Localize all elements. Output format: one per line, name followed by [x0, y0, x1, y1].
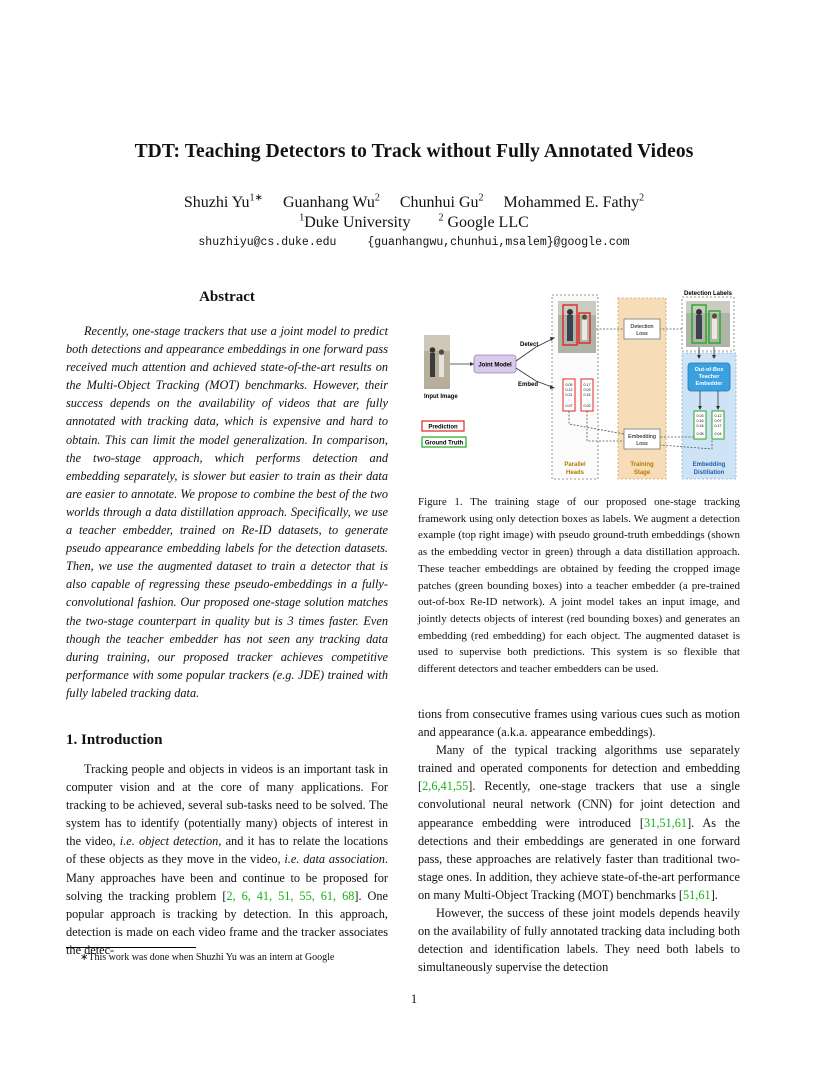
svg-text:Embedder: Embedder: [695, 381, 723, 387]
citation[interactable]: 51,61: [683, 887, 711, 902]
svg-text:Out-of-Box: Out-of-Box: [694, 367, 724, 373]
right-column-body: [418, 705, 740, 976]
footnote-rule: [66, 947, 196, 948]
email-list: [0, 236, 828, 249]
svg-text:Embed: Embed: [518, 382, 539, 388]
svg-text:Embedding: Embedding: [692, 462, 726, 468]
svg-text:0.18: 0.18: [696, 424, 704, 428]
ground-truth-embedding-1: [694, 411, 706, 439]
svg-text:0.17: 0.17: [583, 383, 591, 387]
citation[interactable]: 31,51,61: [644, 815, 688, 830]
svg-text:0.12: 0.12: [714, 414, 722, 418]
svg-text:Distillation: Distillation: [693, 470, 725, 476]
detect-image: [558, 301, 596, 353]
paragraph-however: However, the success of these joint models depends heavily on the availability of fully annotated tracking data including both detection and identification labels. They need both labels to simultaneously supervise the detection: [418, 906, 740, 975]
author-3: Chunhui Gu$^2$: [399, 193, 484, 212]
svg-text:Parallel: Parallel: [564, 462, 586, 468]
citation[interactable]: 2,6,41,55: [422, 779, 469, 794]
svg-text:Stage: Stage: [633, 470, 651, 476]
prediction-embedding-2: [581, 379, 593, 411]
svg-text:Embedding: Embedding: [628, 434, 656, 440]
paper-title: TDT: Teaching Detectors to Track without Fully Annotated Videos: [134, 141, 694, 162]
detection-labels-image: [686, 301, 730, 347]
svg-text:Ground Truth: Ground Truth: [424, 440, 464, 447]
affiliation-1: $^1$Duke University: [299, 213, 411, 232]
svg-text:0.07: 0.07: [565, 404, 573, 408]
svg-text:Detect: Detect: [520, 342, 539, 348]
figure-caption: Figure 1. The training stage of our proposed one-stage tracking framework using only detection boxes as labels. We augment a detection example (top right image) with pseudo ground-truth embeddings (shown as the embedding vector in green) through a data distillation approach. These teacher embeddings are obtained by feeding the cropped image patches (green bounding boxes) into a teacher embedder (a pre-trained out-of-box Re-ID network). A joint model takes an input image, and jointly detects objects of interest (red bounding boxes) and generates an embedding (red embedding) for each object. The augmented dataset is used to supervise both predictions. This system is so flexible that different detectors and teacher embedders can be used.: [418, 496, 740, 676]
svg-text:0.05: 0.05: [565, 383, 573, 387]
prediction-embedding-1: [563, 379, 575, 411]
svg-text:0.21: 0.21: [565, 393, 573, 397]
svg-text:Loss: Loss: [636, 331, 648, 337]
svg-text:Input Image: Input Image: [424, 394, 458, 400]
abstract-heading: Abstract: [199, 289, 255, 305]
intro-heading: 1. Introduction: [66, 732, 163, 748]
author-1: Shuzhi $Yu^{1∗}$: [183, 193, 263, 212]
page-number: 1: [410, 992, 418, 1006]
paragraph-joint-trackers: Many of the typical tracking algorithms use separately trained and operated components for detection and embedding [2,6,41,55]. Recently, one-stage trackers that use a single convolutional neural network (CNN) for joint detection and appearance embedding were introduced [31,51,61]. As the detections and their embeddings are generated in one forward pass, these approaches are relatively faster than traditional two-stage ones. In addition, they achieve state-of-the-art performance on many Multi-Object Tracking (MOT) benchmarks [51,61].: [418, 743, 740, 902]
svg-text::: :: [568, 398, 570, 402]
intro-body: [66, 760, 388, 959]
author-4: Mohammed E. Fathy$^2$: [503, 193, 645, 212]
figure-1-diagram: [418, 289, 740, 481]
svg-text:0.15: 0.15: [583, 393, 591, 397]
svg-text:0.03: 0.03: [696, 414, 704, 418]
svg-text:Joint Model: Joint Model: [478, 362, 512, 369]
input-image: [424, 335, 450, 389]
svg-text:0.07: 0.07: [714, 419, 722, 423]
ground-truth-embedding-2: [712, 411, 724, 439]
svg-text:Training: Training: [630, 462, 654, 468]
author-2: Guanhang Wu$^2$: [282, 193, 380, 212]
svg-text:Heads: Heads: [565, 470, 585, 476]
paragraph-continued: tions from consecutive frames using various cues such as motion and appearance (a.k.a. appearance embeddings).: [418, 707, 740, 740]
svg-text:0.17: 0.17: [714, 424, 722, 428]
email-2: {guanhangwu,chunhui,msalem}@google.com: [367, 236, 630, 249]
affiliation-2: $^2$ Google LLC: [438, 213, 529, 232]
svg-text:0.16: 0.16: [696, 419, 704, 423]
abstract-text: Recently, one-stage trackers that use a joint model to predict both detections and appearance embeddings in one forward pass received much attention and achieved state-of-the-art results on the Multi-Object Tracking (MOT) benchmarks. However, their success depends on the availability of videos that are fully annotated with tracking data, which is expensive and hard to obtain. This can limit the model generalization. In comparison, the two-stage approach, which performs detection and embedding separately, is slower but easier to train as their data are easier to annotate. We propose to combine the best of the two worlds through a data distillation approach. Specifically, we use a teacher embedder, trained on Re-ID datasets, to generate pseudo appearance embedding labels for the detection datasets. Then, we use the augmented dataset to train a detector that is also capable of regressing these pseudo-embeddings in a fully-convolutional fashion. Our proposed one-stage solution matches the two-stage counterpart in quality but is 3 times faster. Even though the teacher embedder has not seen any tracking data during training, our proposed tracker achieves competitive performance with some popular trackers (e.g. JDE) trained with fully labeled tracking data.: [66, 324, 388, 700]
intro-paragraph: Tracking people and objects in videos is an important task in computer vision and at the core of many applications. For tracking to be achieved, several sub-tasks need to be solved. The system has to identify (potentially many) objects of interest in the video, i.e. object detection, and it has to relate the locations of these objects as they move in the video, i.e. data association. Many approaches have been and continue to be proposed for solving the tracking problem [2, 6, 41, 51, 55, 61, 68]. One popular approach is tracking by detection. In this approach, detection is made on each video frame and the tracker associates the detec-: [66, 762, 389, 957]
svg-text:0.04: 0.04: [714, 432, 722, 436]
svg-text:0.12: 0.12: [565, 388, 573, 392]
svg-text::: :: [586, 398, 588, 402]
affiliations: [0, 213, 828, 232]
svg-text:Detection: Detection: [630, 324, 654, 330]
svg-text:0.03: 0.03: [583, 388, 591, 392]
svg-text:Loss: Loss: [636, 441, 648, 447]
svg-text:0.08: 0.08: [696, 432, 704, 436]
svg-text:Detection Labels: Detection Labels: [683, 291, 733, 297]
citation[interactable]: 2, 6, 41, 51, 55, 61, 68: [226, 888, 355, 903]
footnote: ∗This work was done when Shuzhi Yu was an intern at Google: [80, 952, 335, 963]
email-1: shuzhiyu@cs.duke.edu: [198, 236, 337, 249]
svg-text:Teacher: Teacher: [698, 374, 720, 380]
author-list: [0, 193, 828, 212]
svg-text:Prediction: Prediction: [428, 424, 458, 431]
svg-text:0.02: 0.02: [583, 404, 591, 408]
